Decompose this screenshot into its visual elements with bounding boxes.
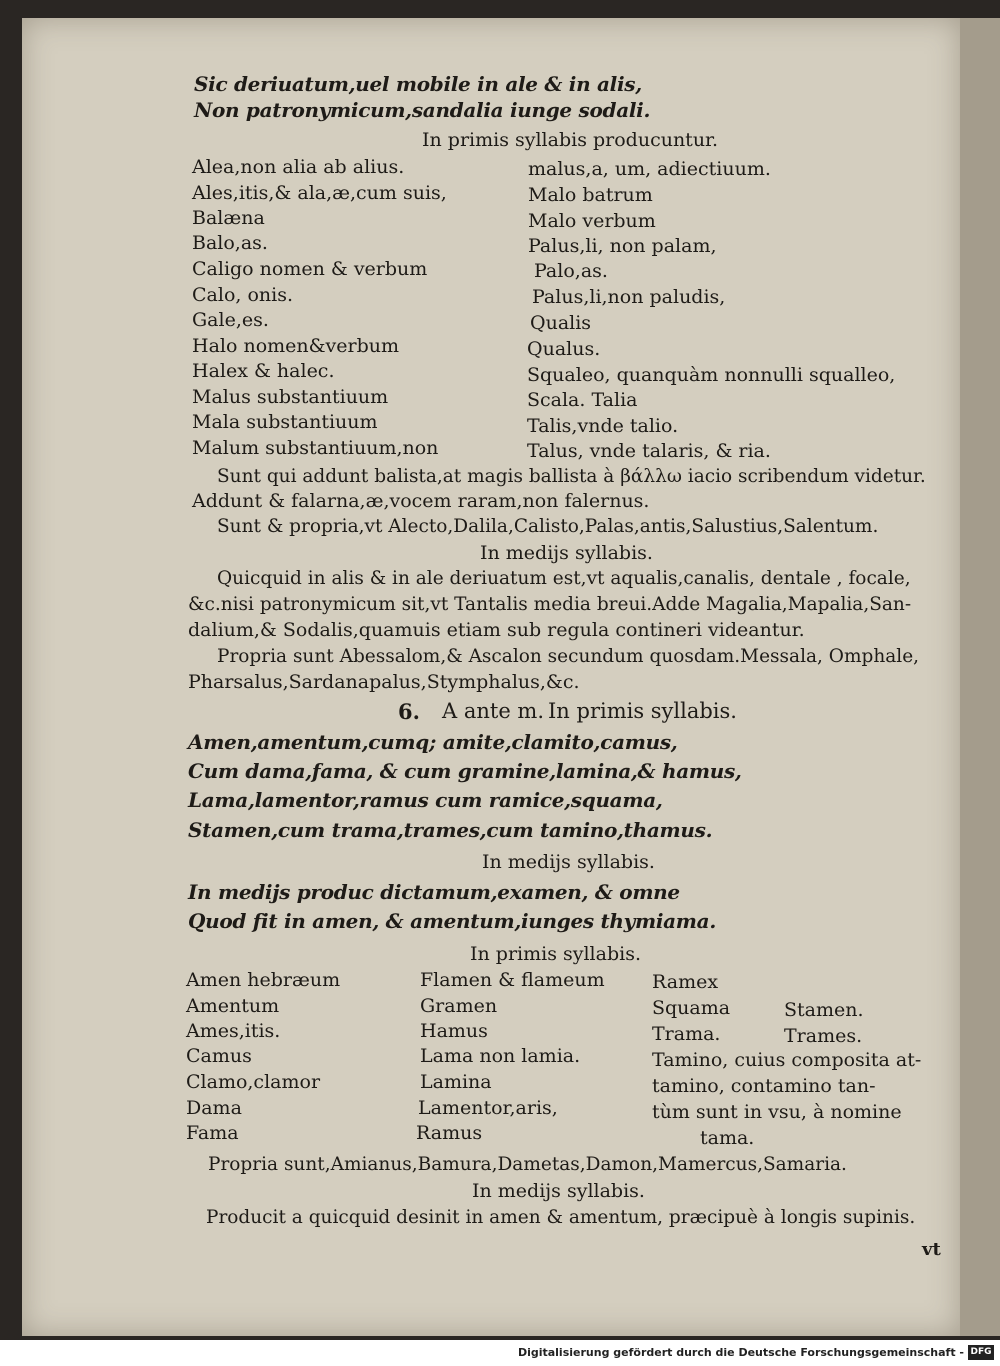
word-entry: Talis,vnde talio. (527, 415, 679, 437)
word-entry: Dama (186, 1097, 242, 1119)
word-entry: Alea,non alia ab alius. (192, 156, 405, 178)
word-entry: Gramen (420, 995, 498, 1017)
facing-page-edge (960, 18, 1000, 1336)
verse-line: Amen,amentum,cumq; amite,clamito,camus, (188, 730, 678, 754)
catchword: vt (922, 1239, 941, 1260)
footer-credit: Digitalisierung gefördert durch die Deutsche Forschungsgemeinschaft - (517, 1346, 964, 1359)
word-entry: Ramex (652, 971, 719, 993)
word-entry: Tamino, cuius composita at- (652, 1049, 922, 1071)
word-entry: Qualis (530, 312, 592, 334)
verse-line: Sic deriuatum,uel mobile in ale & in alis, (194, 72, 642, 96)
word-entry: Clamo,clamor (186, 1071, 321, 1093)
word-entry: Qualus. (527, 338, 601, 360)
paragraph-line: Addunt & falarna,æ,vocem raram,non falernus. (192, 490, 650, 512)
verse-line: Lama,lamentor,ramus cum ramice,squama, (188, 788, 663, 812)
paragraph-line: Propria sunt,Amianus,Bamura,Dametas,Damon,Mamercus,Samaria. (208, 1154, 847, 1175)
section-heading: In medijs syllabis. (480, 542, 653, 564)
word-entry: Malus substantiuum (192, 386, 389, 408)
paragraph-line: Sunt & propria,vt Alecto,Dalila,Calisto,Palas,antis,Salustius,Salentum. (217, 516, 879, 537)
section-heading: In primis syllabis producuntur. (422, 129, 719, 151)
verse-line: In medijs produc dictamum,examen, & omne (188, 880, 680, 904)
word-entry: Caligo nomen & verbum (192, 258, 428, 280)
section-heading: In medijs syllabis. (482, 851, 655, 873)
section-subtitle: In primis syllabis. (548, 699, 737, 723)
word-entry: Squaleo, quanquàm nonnulli squalleo, (527, 364, 896, 386)
word-entry: Talus, vnde talaris, & ria. (527, 440, 771, 462)
word-entry: Stamen. (784, 999, 864, 1021)
verse-line: Quod fit in amen, & amentum,iunges thymiama. (188, 909, 716, 933)
section-number: 6. (398, 699, 420, 724)
word-entry: Malum substantiuum,non (192, 437, 439, 459)
word-entry: Malo batrum (528, 184, 653, 206)
word-entry: Gale,es. (192, 309, 269, 331)
word-entry: Hamus (420, 1020, 488, 1042)
word-entry: malus,a, um, adiectiuum. (528, 158, 771, 180)
verse-line: Stamen,cum trama,trames,cum tamino,thamus. (188, 818, 713, 842)
word-entry: tama. (700, 1127, 755, 1149)
word-entry: Palo,as. (534, 260, 608, 282)
word-entry: Trames. (784, 1025, 863, 1047)
word-entry: Palus,li, non palam, (528, 235, 717, 257)
paragraph-line: Producit a quicquid desinit in amen & amentum, præcipuè à longis supinis. (206, 1207, 916, 1228)
paragraph-line: Sunt qui addunt balista,at magis ballista à βάλλω iacio scribendum videtur. (217, 466, 926, 487)
verse-line: Cum dama,fama, & cum gramine,lamina,& hamus, (188, 759, 742, 783)
word-entry: tùm sunt in vsu, à nomine (652, 1101, 902, 1123)
paragraph-line: Propria sunt Abessalom,& Ascalon secundum quosdam.Messala, Omphale, (217, 646, 920, 667)
word-entry: tamino, contamino tan- (652, 1075, 876, 1097)
word-entry: Balo,as. (192, 232, 268, 254)
word-entry: Lama non lamia. (420, 1045, 581, 1067)
word-entry: Ames,itis. (186, 1020, 281, 1042)
section-heading: In medijs syllabis. (472, 1180, 645, 1202)
word-entry: Palus,li,non paludis, (532, 286, 726, 308)
paragraph-line: Pharsalus,Sardanapalus,Stymphalus,&c. (188, 671, 580, 693)
word-entry: Camus (186, 1045, 252, 1067)
word-entry: Halex & halec. (192, 360, 335, 382)
word-entry: Amen hebræum (186, 969, 341, 991)
paragraph-line: &c.nisi patronymicum sit,vt Tantalis media breui.Adde Magalia,Mapalia,San- (188, 594, 912, 615)
word-entry: Calo, onis. (192, 284, 294, 306)
word-entry: Lamina (420, 1071, 492, 1093)
word-entry: Mala substantiuum (192, 411, 378, 433)
word-entry: Balæna (192, 207, 265, 229)
word-entry: Trama. (652, 1023, 721, 1045)
paragraph-line: Quicquid in alis & in ale deriuatum est,vt aqualis,canalis, dentale , focale, (217, 568, 911, 589)
paragraph-line: dalium,& Sodalis,quamuis etiam sub regula contineri videantur. (188, 619, 805, 641)
word-entry: Amentum (186, 995, 280, 1017)
dfg-logo: DFG (968, 1345, 994, 1360)
word-entry: Scala. Talia (527, 389, 638, 411)
word-entry: Fama (186, 1122, 239, 1144)
section-heading: In primis syllabis. (470, 943, 641, 965)
book-page (22, 18, 960, 1336)
word-entry: Halo nomen&verbum (192, 335, 400, 357)
footer-bar (0, 1340, 1000, 1366)
word-entry: Squama (652, 997, 731, 1019)
word-entry: Flamen & flameum (420, 969, 605, 991)
word-entry: Malo verbum (528, 210, 656, 232)
word-entry: Ales,itis,& ala,æ,cum suis, (192, 182, 447, 204)
section-title: A ante m. (442, 699, 545, 723)
word-entry: Lamentor,aris, (418, 1097, 558, 1119)
word-entry: Ramus (416, 1122, 483, 1144)
verse-line: Non patronymicum,sandalia iunge sodali. (194, 98, 651, 122)
